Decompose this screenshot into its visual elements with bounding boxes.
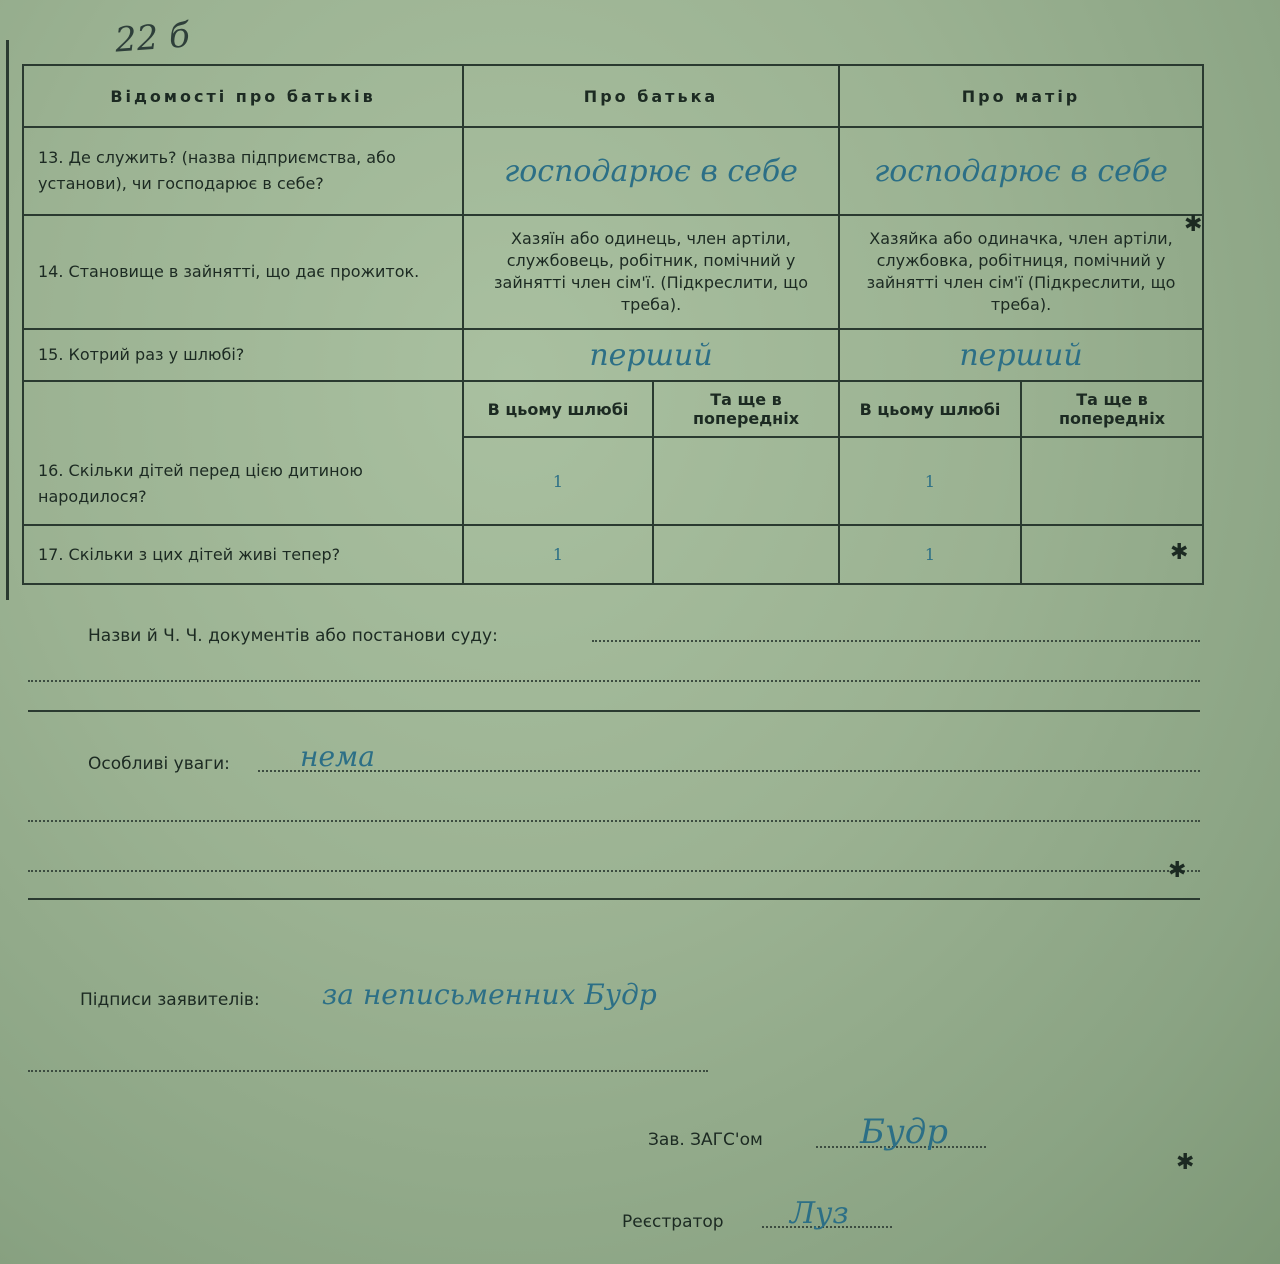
q13-mother-handwriting: господарює в себе bbox=[874, 153, 1168, 189]
row-q13 bbox=[23, 127, 1203, 215]
registrar-signature: Луз bbox=[790, 1196, 849, 1231]
row-subheads bbox=[23, 381, 1203, 437]
binding-hole-4: ✱ bbox=[1176, 1150, 1195, 1175]
head-signature: Будр bbox=[860, 1112, 949, 1152]
documents-dotted-line-2 bbox=[28, 680, 1200, 682]
father-this-marriage-head: В цьому шлюбі bbox=[463, 381, 653, 437]
notes-dotted-line-2 bbox=[28, 820, 1200, 822]
q17-father-this: 1 bbox=[463, 525, 653, 584]
signatures-label: Підписи заявителів: bbox=[80, 990, 260, 1010]
header-father: Про батька bbox=[463, 65, 839, 127]
q17-label: 17. Скільки з цих дітей живі тепер? bbox=[23, 525, 463, 584]
parents-info-table bbox=[22, 64, 1204, 585]
q13-father-cell bbox=[463, 127, 839, 215]
table-header-row bbox=[23, 65, 1203, 127]
signatures-dotted-line bbox=[28, 1070, 708, 1072]
q13-father-handwriting: господарює в себе bbox=[504, 153, 798, 189]
q15-father-cell bbox=[463, 329, 839, 381]
q17-mother-this: 1 bbox=[839, 525, 1021, 584]
documents-label: Назви й Ч. Ч. документів або постанови суду: bbox=[88, 626, 498, 646]
q16-father-this: 1 bbox=[463, 437, 653, 525]
q13-label: 13. Де служить? (назва підприємства, або установи), чи господарює в себе? bbox=[23, 127, 463, 215]
q13-mother-cell bbox=[839, 127, 1203, 215]
notes-dotted-line-3 bbox=[28, 870, 1200, 872]
row-q17 bbox=[23, 525, 1203, 584]
q16-mother-this: 1 bbox=[839, 437, 1021, 525]
header-parents-info: Відомості про батьків bbox=[23, 65, 463, 127]
q14-mother-options: Хазяйка або одиначка, член артіли, службовка, робітниця, помічний у зайнятті член сім'ї (Підкреслити, що треба). bbox=[839, 215, 1203, 329]
row-q15 bbox=[23, 329, 1203, 381]
mother-this-marriage-head: В цьому шлюбі bbox=[839, 381, 1021, 437]
notes-label: Особливі уваги: bbox=[88, 754, 230, 774]
notes-handwriting: нема bbox=[300, 740, 375, 773]
section-divider bbox=[28, 710, 1200, 712]
signatures-handwriting: за неписьменних Будр bbox=[322, 978, 657, 1011]
binding-hole-3: ✱ bbox=[1168, 858, 1187, 883]
documents-dotted-line bbox=[592, 640, 1200, 642]
mother-previous-head: Та ще в попередніх bbox=[1021, 381, 1203, 437]
binding-hole-1: ✱ bbox=[1184, 212, 1203, 237]
page-edge bbox=[6, 40, 9, 600]
binding-hole-2: ✱ bbox=[1170, 540, 1189, 565]
q15-label: 15. Котрий раз у шлюбі? bbox=[23, 329, 463, 381]
q16-mother-previous bbox=[1021, 437, 1203, 525]
q16-father-previous bbox=[653, 437, 839, 525]
head-label: Зав. ЗАГС'ом bbox=[648, 1130, 763, 1150]
notes-dotted-line bbox=[258, 770, 1200, 772]
section-divider-2 bbox=[28, 898, 1200, 900]
q15-mother-handwriting: перший bbox=[959, 337, 1083, 373]
q15-mother-cell bbox=[839, 329, 1203, 381]
folio-number: 22 б bbox=[113, 15, 192, 61]
registrar-label: Реєстратор bbox=[622, 1212, 724, 1232]
q14-father-options: Хазяїн або одинець, член артіли, службовець, робітник, помічний у зайнятті член сім'ї. (Підкреслити, що треба). bbox=[463, 215, 839, 329]
q17-father-previous bbox=[653, 525, 839, 584]
q15-father-handwriting: перший bbox=[589, 337, 713, 373]
row-q14 bbox=[23, 215, 1203, 329]
header-mother: Про матір bbox=[839, 65, 1203, 127]
q16-label: 16. Скільки дітей перед цією дитиною народилося? bbox=[23, 381, 463, 525]
father-previous-head: Та ще в попередніх bbox=[653, 381, 839, 437]
q14-label: 14. Становище в зайнятті, що дає прожиток. bbox=[23, 215, 463, 329]
